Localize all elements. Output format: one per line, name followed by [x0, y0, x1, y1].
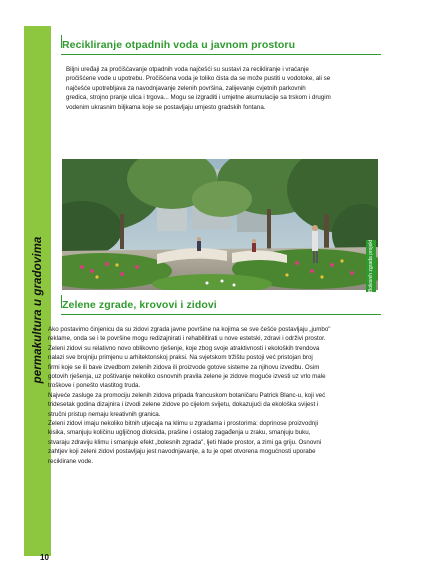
section2-rule	[61, 314, 381, 315]
text-line: Zeleni zidovi imaju nekoliko bitnih utjecaja na klimu u zgradama i prostorima: doprinose proizvodnji	[48, 420, 318, 428]
side-title	[27, 210, 48, 410]
text-line: reciklirane vode.	[48, 457, 94, 465]
side-title-text: permakultura u gradovima	[31, 236, 44, 384]
text-line: stručni pristup nemaju kreativnih granica.	[48, 410, 161, 418]
text-line: Zeleni zidovi su relativno novo oblikovno rješenje, koje zbog svoje atraktivnosti i ekoloških trendova	[48, 344, 320, 352]
text-line: najčešće upotrebljava za navodnjavanje zelenih površina, zalijevanje cvjetnih parkovnih	[66, 84, 306, 92]
page-number: 10	[40, 553, 49, 562]
text-line: Najveće zasluge za promociju zelenih zidova pripada francuskom botaničaru Patrick Blanc-u, koji već	[48, 391, 326, 399]
text-line: troškove i ponešto vlastitog truda.	[48, 382, 141, 390]
text-line: Ako postavimo činjenicu da su zidovi zgrada javne površine na kojima se sve češće postavljaju „jumbo"	[48, 326, 331, 333]
text-line: firmi koje se ili bave izvedbom zelenih zidova ili proizvode gotove sisteme za njihovu izvedbu. Osim	[48, 363, 320, 371]
section2-text	[48, 325, 384, 466]
text-line: stvaraju zdraviju klimu i smanjuje efekt „bolesnih zgrada", ljeti hlade prostor, a zimi ga griju. Osnovni	[48, 438, 322, 446]
section1-rule	[61, 54, 381, 55]
text-line: vodenim ukrasnim biljkama koje se postavljaju umjesto gradskih fontana.	[66, 103, 266, 111]
text-line: zahtjev koji zeleni zidovi postavljaju jest navodnjavanje, a tu je opet otvorena mogućnosti uporabe	[48, 448, 316, 456]
photo-caption-tag	[366, 240, 376, 292]
text-line: gredica, strojno pranje ulica i trgova... Mogu se izgraditi i umjetne akumulacije sa trskom i drugim	[66, 94, 331, 102]
text-line: pročišćene vode u upotrebu. Pročišćena voda je toliko čista da se može pustiti u vodotoke, ali se	[66, 75, 331, 83]
text-line: nalazi sve brojniju primjenu u arhitektonskoj praksi. Na svjetskom tržištu postoji već pristojan broj	[48, 354, 313, 362]
text-line: tridesetak godina dizajnira i izvodi zelene zidove po cijelom svijetu, dokazujući da ekološka svijest i	[48, 401, 319, 409]
section2-heading: Zelene zgrade, krovovi i zidovi	[62, 299, 217, 311]
text-line: reklame, onda se i te površine mogu redizajnirati i rehabilitirati u nove estetski, zdravi i održivi prostor.	[48, 335, 326, 343]
section1-heading: Recikliranje otpadnih voda u javnom prostoru	[62, 39, 296, 51]
text-line: kisika, smanjuju količinu ugljičnog dioksida, prašine i ostalog zagađenja u zraku, smanjuju buku,	[48, 429, 311, 437]
photo-caption: Bolesnih zgrada projekt	[368, 239, 374, 293]
section1-text	[66, 65, 383, 112]
park-photo	[62, 159, 378, 293]
text-line: gotovih rješenja, uz poštivanje nekoliko osnovnih pravila zelene je zidove moguće izvesti uz vrlo male	[48, 373, 326, 381]
text-line: Biljni uređaji za pročišćavanje otpadnih voda najčešći su sustavi za recikliranje i vraćanje	[66, 66, 309, 73]
